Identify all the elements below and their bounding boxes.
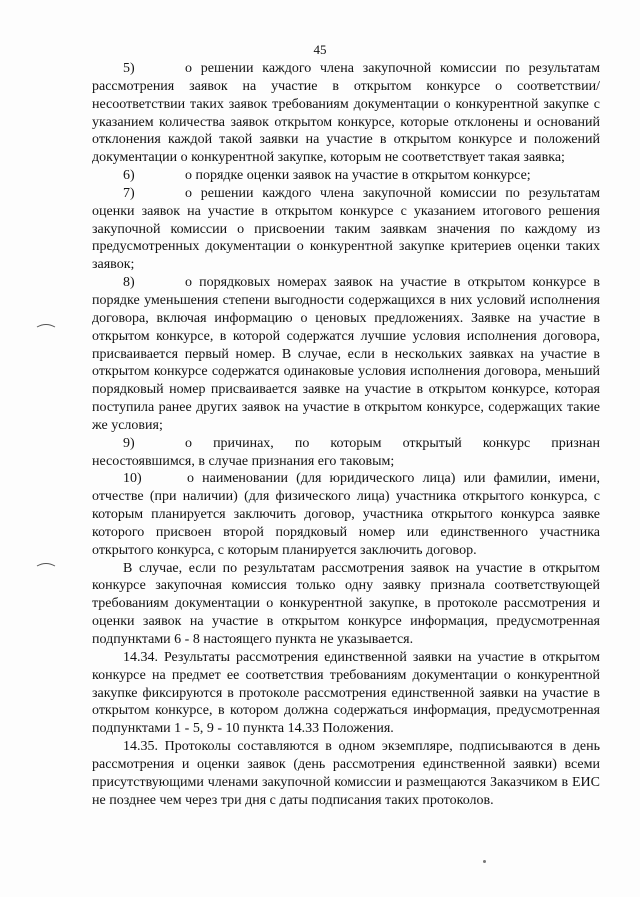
subitem-5 xyxy=(92,60,600,167)
scan-speck xyxy=(483,860,486,863)
subitem-number: 9) xyxy=(123,435,135,451)
subitem-9 xyxy=(92,435,600,471)
subitem-8 xyxy=(92,274,600,435)
subitem-7 xyxy=(92,185,600,274)
subitem-text: о причинах, по которым открытый конкурс признан несостоявшимся, в случае признания его таковым; xyxy=(92,435,600,469)
subitem-number: 6) xyxy=(123,168,135,184)
subitem-number: 7) xyxy=(123,185,135,201)
document-body xyxy=(92,60,600,809)
page-number: 45 xyxy=(313,42,327,57)
subitem-number: 5) xyxy=(123,61,135,76)
punch-hole-mark-bottom xyxy=(36,561,56,567)
subitem-number: 8) xyxy=(123,275,135,291)
subitem-text: о порядке оценки заявок на участие в открытом конкурсе; xyxy=(185,168,531,184)
clause-14-34: 14.34. Результаты рассмотрения единственной заявки на участие в открытом конкурсе на предмет ее соответствия требованиям документации о конкурентной закупке фиксируются в протоколе рассмотрения единственной заявки на участие в открытом конкурсе, в котором должна содержаться информация, предусмотренная подпунктами 1 - 5, 9 - 10 пункта 14.33 Положения. xyxy=(92,649,600,737)
subitem-6 xyxy=(92,167,600,185)
subitem-text: о решении каждого члена закупочной комиссии по результатам оценки заявок на участие в открытом конкурсе с указанием итогового решения закупочной комиссии о присвоении таким заявкам значения по каждому из предусмотренных документации о конкурентной закупке критериев оценки таких заявок; xyxy=(92,185,600,273)
single-bid-paragraph: В случае, если по результатам рассмотрения заявок на участие в открытом конкурсе закупочная комиссия только одну заявку признала соответствующей требованиям документации о конкурентной закупке, в протоколе рассмотрения и оценки заявок на участие в открытом конкурсе информация, предусмотренная подпунктами 6 - 8 настоящего пункта не указывается. xyxy=(92,560,600,647)
subitem-text: о наименовании (для юридического лица) или фамилии, имени, отчестве (при наличии) (для физического лица) участника открытого конкурса, с которым планируется заключить договор, участника открытого конкурса заявке которого присвоен второй порядковый номер или единственного участника открытого конкурса, с которым планируется заключить договор. xyxy=(92,471,600,558)
subitem-text: о порядковых номерах заявок на участие в открытом конкурсе в порядке уменьшения степени выгодности содержащихся в них условий исполнения договора, включая информацию о ценовых предложениях. Заявке на участие в открытом конкурсе, в которой содержатся лучшие условия исполнения договора, присваивается первый номер. В случае, если в нескольких заявках на участие в открытом конкурсе содержатся одинаковые условия исполнения договора, меньший порядковый номер присваивается заявке на участие в открытом конкурсе, которая поступила ранее других заявок на участие в открытом конкурсе, содержащих такие же условия; xyxy=(92,275,600,433)
punch-hole-mark-top xyxy=(36,322,56,328)
subitem-number: 10) xyxy=(123,471,142,487)
clause-14-35: 14.35. Протоколы составляются в одном экземпляре, подписываются в день рассмотрения и оценки заявок (день рассмотрения единственной заявки) всеми присутствующими членами закупочной комиссии и размещаются Заказчиком в ЕИС не позднее чем через три дня с даты подписания таких протоколов. xyxy=(92,739,600,808)
subitem-10 xyxy=(92,470,600,559)
subitem-text: о решении каждого члена закупочной комиссии по результатам рассмотрения заявок на участие в открытом конкурсе о соответствии/несоответствии таких заявок требованиям документации о конкурентной закупке с указанием количества заявок открытом конкурсе, которые отклонены и оснований отклонения каждой такой заявки на участие в открытом конкурсе и положений документации о конкурентной закупке, которым не соответствует такая заявка; xyxy=(92,61,600,166)
